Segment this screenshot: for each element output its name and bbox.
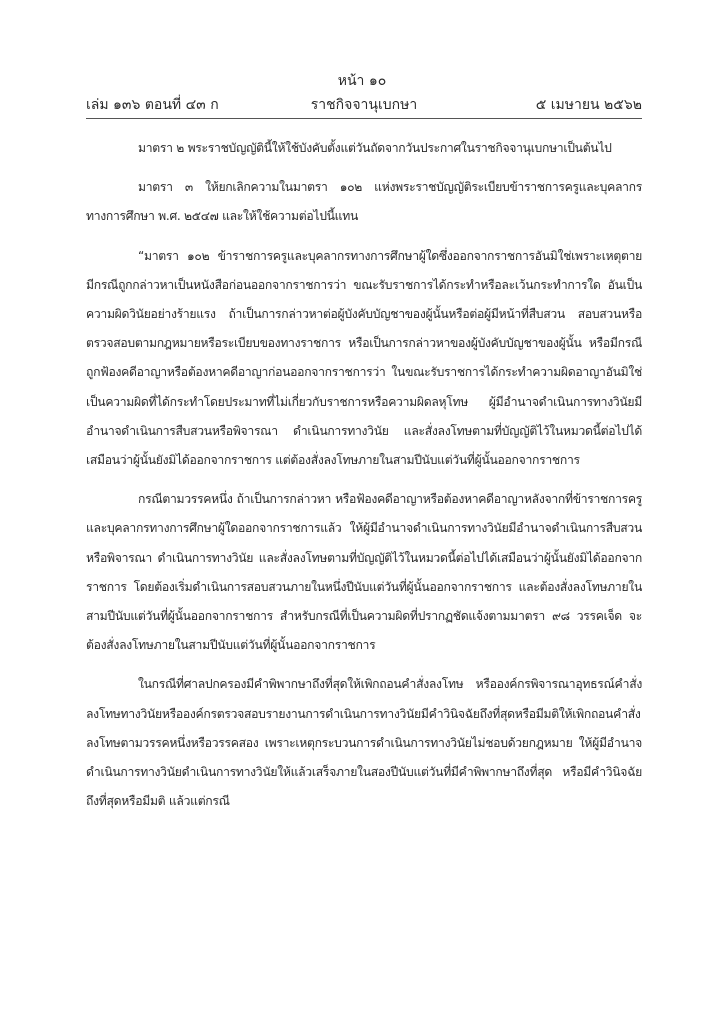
section-102-second-paragraph: กรณีตามวรรคหนึ่ง ถ้าเป็นการกล่าวหา หรือฟ้องคดีอาญาหรือต้องหาคดีอาญาหลังจากที่ข้าราชการครูและบุคลากรทางการศึกษาผู้ใดออกจากราชการแล้ว ให้ผู้มีอำนาจดำเนินการทางวินัยมีอำนาจดำเนินการสืบสวนหรือพิจารณา ดำเนินการทางวินัย และสั่งลงโทษตามที่บัญญัติไว้ในหมวดนี้ต่อไปได้เสมือนว่าผู้นั้นยังมิได้ออกจากราชการ โดยต้องเริ่มดำเนินการสอบสวนภายในหนึ่งปีนับแต่วันที่ผู้นั้นออกจากราชการ และต้องสั่งลงโทษภายในสามปีนับแต่วันที่ผู้นั้นออกจากราชการ สำหรับกรณีที่เป็นความผิดที่ปรากฏชัดแจ้งตามมาตรา ๙๘ วรรคเจ็ด จะต้องสั่งลงโทษภายในสามปีนับแต่วันที่ผู้นั้นออกจากราชการ	[86, 492, 642, 653]
publication-date: ๕ เมษายน ๒๕๖๒	[535, 97, 642, 113]
section-2-paragraph: มาตรา ๒ พระราชบัญญัตินี้ให้ใช้บังคับตั้งแต่วันถัดจากวันประกาศในราชกิจจานุเบกษาเป็นต้นไป	[138, 141, 612, 155]
section-102-paragraph: “มาตรา ๑๐๒ ข้าราชการครูและบุคลากรทางการศึกษาผู้ใดซึ่งออกจากราชการอันมิใช่เพราะเหตุตาย มีกรณีถูกกล่าวหาเป็นหนังสือก่อนออกจากราชการว่า ขณะรับราชการได้กระทำหรือละเว้นกระทำการใด อันเป็นความผิดวินัยอย่างร้ายแรง ถ้าเป็นการกล่าวหาต่อผู้บังคับบัญชาของผู้นั้นหรือต่อผู้มีหน้าที่สืบสวน สอบสวนหรือตรวจสอบตามกฎหมายหรือระเบียบของทางราชการ หรือเป็นการกล่าวหาของผู้บังคับบัญชาของผู้นั้น หรือมีกรณีถูกฟ้องคดีอาญาหรือต้องหาคดีอาญาก่อนออกจากราชการว่า ในขณะรับราชการได้กระทำความผิดอาญาอันมิใช่เป็นความผิดที่ได้กระทำโดยประมาทที่ไม่เกี่ยวกับราชการหรือความผิดลหุโทษ ผู้มีอำนาจดำเนินการทางวินัยมีอำนาจดำเนินการสืบสวนหรือพิจารณา ดำเนินการทางวินัย และสั่งลงโทษตามที่บัญญัติไว้ในหมวดนี้ต่อไปได้เสมือนว่าผู้นั้นยังมิได้ออกจากราชการ แต่ต้องสั่งลงโทษภายในสามปีนับแต่วันที่ผู้นั้นออกจากราชการ	[86, 248, 642, 468]
header-rule	[86, 118, 642, 119]
publication-title: ราชกิจจานุเบกษา	[310, 97, 418, 113]
page-number: หน้า ๑๐	[337, 73, 387, 89]
running-header	[86, 94, 642, 114]
volume-issue: เล่ม ๑๓๖ ตอนที่ ๔๓ ก	[86, 97, 219, 113]
document-body	[86, 134, 642, 816]
section-102-third-paragraph: ในกรณีที่ศาลปกครองมีคำพิพากษาถึงที่สุดให้เพิกถอนคำสั่งลงโทษ หรือองค์กรพิจารณาอุทธรณ์คำสั่งลงโทษทางวินัยหรือองค์กรตรวจสอบรายงานการดำเนินการทางวินัยมีคำวินิจฉัยถึงที่สุดหรือมีมติให้เพิกถอนคำสั่งลงโทษตามวรรคหนึ่งหรือวรรคสอง เพราะเหตุกระบวนการดำเนินการทางวินัยไม่ชอบด้วยกฎหมาย ให้ผู้มีอำนาจดำเนินการทางวินัยดำเนินการทางวินัยให้แล้วเสร็จภายในสองปีนับแต่วันที่มีคำพิพากษาถึงที่สุด หรือมีคำวินิจฉัยถึงที่สุดหรือมีมติ แล้วแต่กรณี	[86, 677, 642, 809]
section-3-paragraph: มาตรา ๓ ให้ยกเลิกความในมาตรา ๑๐๒ แห่งพระราชบัญญัติระเบียบข้าราชการครูและบุคลากรทางการศึกษา พ.ศ. ๒๕๔๗ และให้ใช้ความต่อไปนี้แทน	[86, 180, 642, 224]
